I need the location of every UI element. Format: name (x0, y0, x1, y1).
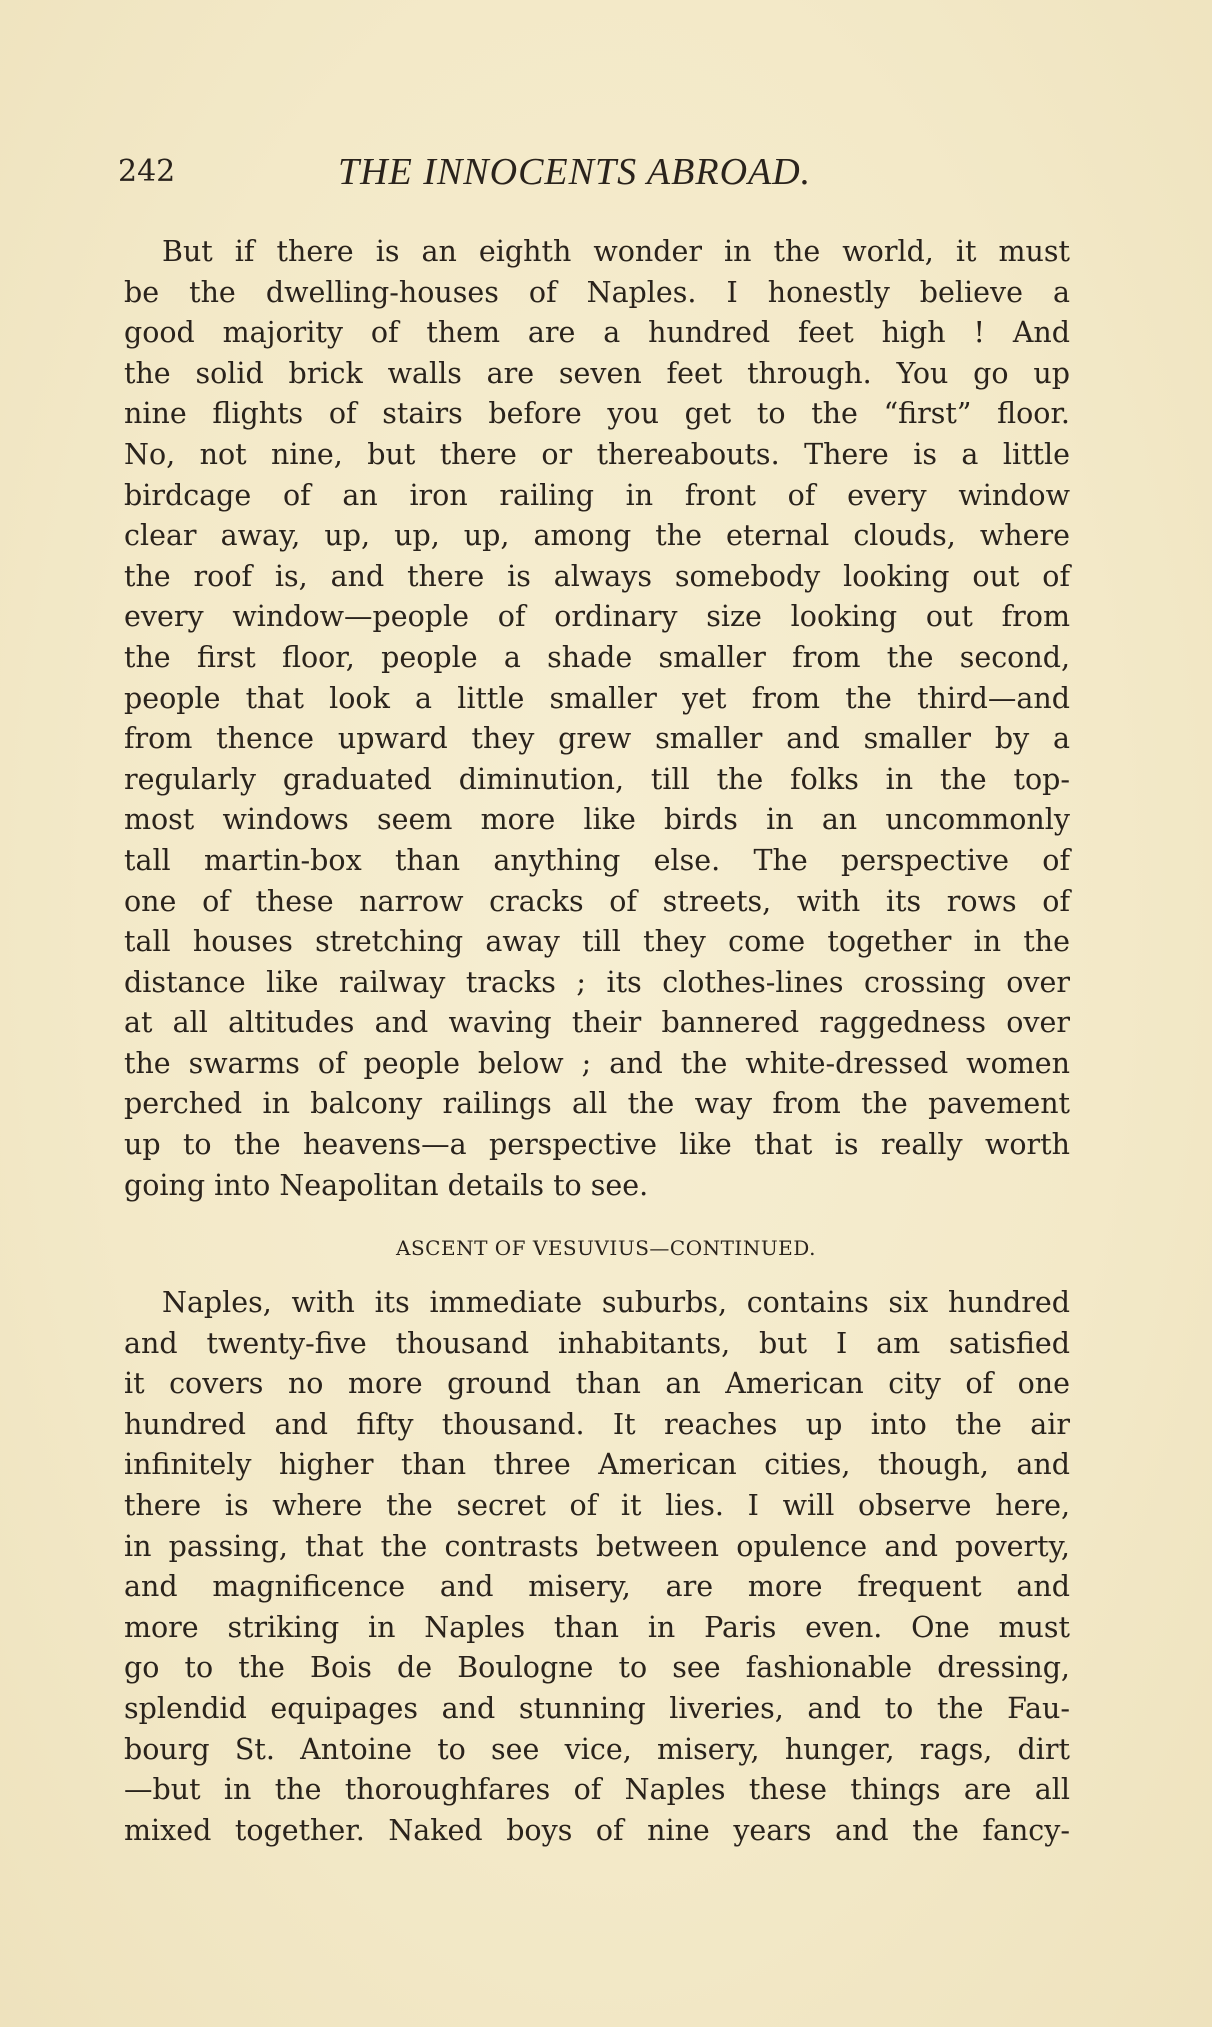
text-line: and magnificence and misery, are more frequent and (124, 1570, 1070, 1604)
text-line: from thence upward they grew smaller and smaller by a (124, 722, 1070, 756)
text-line: the swarms of people below ; and the white-dressed women (124, 1046, 1070, 1080)
text-line: one of these narrow cracks of streets, with its rows of (124, 884, 1070, 918)
text-line: most windows seem more like birds in an uncommonly (124, 803, 1070, 837)
text-line: splendid equipages and stunning liveries, and to the Fau- (124, 1691, 1070, 1725)
paragraph-naples-population (124, 1283, 1070, 1851)
page-header (118, 150, 1078, 200)
page-number: 242 (118, 154, 176, 189)
text-line: the first floor, people a shade smaller from the second, (124, 640, 1070, 674)
text-line: more striking in Naples than in Paris even. One must (124, 1610, 1070, 1644)
text-line: nine flights of stairs before you get to the “first” floor. (124, 397, 1070, 431)
text-line: tall houses stretching away till they come together in the (124, 925, 1070, 959)
text-line: infinitely higher than three American cities, though, and (124, 1448, 1070, 1482)
text-line: birdcage of an iron railing in front of every window (124, 478, 1070, 512)
text-line: tall martin-box than anything else. The perspective of (124, 843, 1070, 877)
text-line: perched in balcony railings all the way from the pavement (124, 1087, 1070, 1121)
text-line: the roof is, and there is always somebody looking out of (124, 559, 1070, 593)
text-line: No, not nine, but there or thereabouts. There is a little (124, 437, 1070, 471)
text-line: the solid brick walls are seven feet through. You go up (124, 356, 1070, 390)
text-line: regularly graduated diminution, till the folks in the top- (124, 762, 1070, 796)
text-line: there is where the secret of it lies. I will observe here, (124, 1488, 1070, 1522)
text-line: at all altitudes and waving their bannered raggedness over (124, 1006, 1070, 1040)
text-line: But if there is an eighth wonder in the world, it must (162, 235, 1070, 268)
text-line: distance like railway tracks ; its clothes-lines crossing over (124, 965, 1070, 999)
text-line: hundred and fifty thousand. It reaches up into the air (124, 1407, 1070, 1441)
text-line: Naples, with its immediate suburbs, contains six hundred (162, 1286, 1070, 1319)
text-line: clear away, up, up, up, among the eternal clouds, where (124, 519, 1070, 553)
text-line: mixed together. Naked boys of nine years and the fancy- (124, 1813, 1070, 1847)
section-heading: ASCENT OF VESUVIUS—CONTINUED. (396, 1236, 816, 1260)
text-line: good majority of them are a hundred feet high ! And (124, 316, 1070, 350)
text-line: —but in the thoroughfares of Naples these things are all (124, 1773, 1070, 1807)
text-line: be the dwelling-houses of Naples. I honestly believe a (124, 275, 1070, 309)
text-line: people that look a little smaller yet from the third—and (124, 681, 1070, 715)
text-line: go to the Bois de Boulogne to see fashionable dressing, (124, 1651, 1070, 1685)
running-title: THE INNOCENTS ABROAD. (338, 151, 812, 193)
text-line: in passing, that the contrasts between opulence and poverty, (124, 1529, 1070, 1563)
text-line: every window—people of ordinary size looking out from (124, 600, 1070, 634)
text-line: up to the heavens—a perspective like that is really worth (124, 1128, 1070, 1162)
paragraph-vesuvius-houses (124, 232, 1070, 1206)
text-line: it covers no more ground than an American city of one (124, 1367, 1070, 1401)
text-line: and twenty-five thousand inhabitants, but I am satisfied (124, 1326, 1070, 1360)
text-line: going into Neapolitan details to see. (124, 1168, 649, 1202)
text-line: bourg St. Antoine to see vice, misery, hunger, rags, dirt (124, 1732, 1070, 1766)
